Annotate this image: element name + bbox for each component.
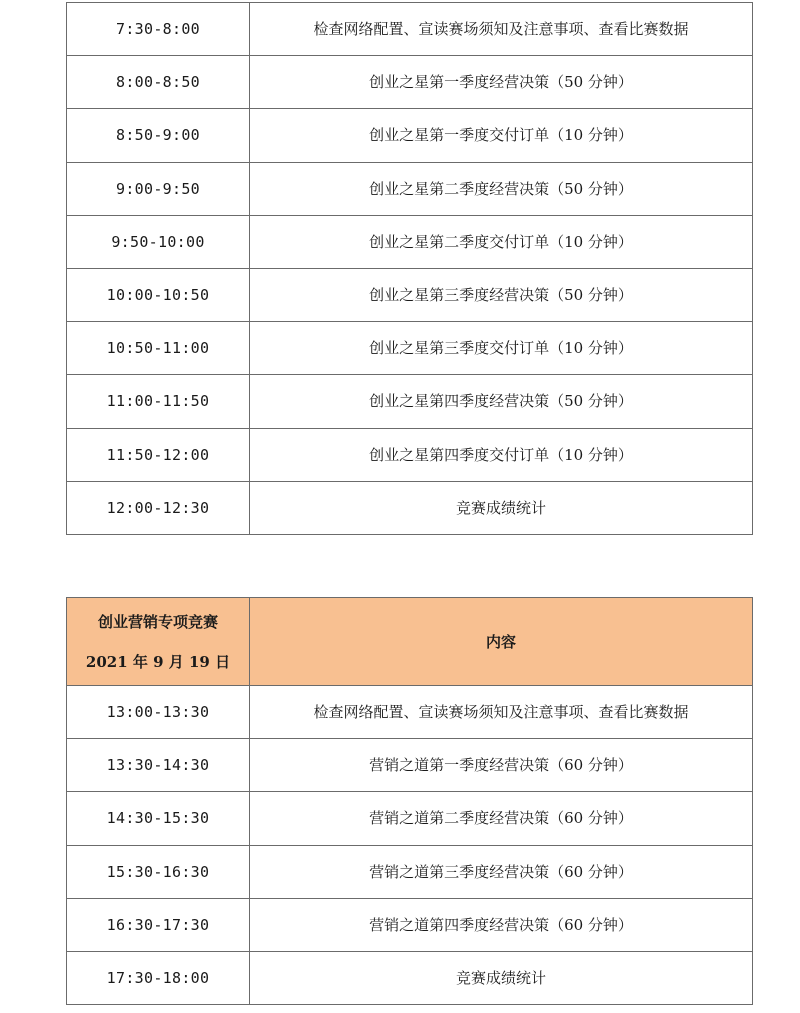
time-cell: 13:00-13:30 bbox=[67, 686, 250, 739]
header-competition-cell bbox=[67, 598, 250, 686]
content-cell: 创业之星第一季度经营决策（50 分钟） bbox=[250, 56, 753, 109]
content-cell: 检查网络配置、宣读赛场须知及注意事项、查看比赛数据 bbox=[250, 686, 753, 739]
content-cell: 营销之道第二季度经营决策（60 分钟） bbox=[250, 792, 753, 845]
time-cell: 8:50-9:00 bbox=[67, 109, 250, 162]
time-cell: 14:30-15:30 bbox=[67, 792, 250, 845]
table-row bbox=[67, 792, 753, 845]
time-cell: 12:00-12:30 bbox=[67, 481, 250, 534]
table-row bbox=[67, 845, 753, 898]
content-cell: 创业之星第一季度交付订单（10 分钟） bbox=[250, 109, 753, 162]
time-cell: 11:00-11:50 bbox=[67, 375, 250, 428]
table-header-row bbox=[67, 598, 753, 686]
content-cell: 营销之道第四季度经营决策（60 分钟） bbox=[250, 898, 753, 951]
competition-title: 创业营销专项竞赛 bbox=[97, 612, 218, 631]
time-cell: 9:50-10:00 bbox=[67, 215, 250, 268]
content-cell: 竞赛成绩统计 bbox=[250, 481, 753, 534]
table-row bbox=[67, 268, 753, 321]
table-row bbox=[67, 951, 753, 1004]
table-row bbox=[67, 686, 753, 739]
content-cell: 检查网络配置、宣读赛场须知及注意事项、查看比赛数据 bbox=[250, 3, 753, 56]
content-cell: 创业之星第四季度经营决策（50 分钟） bbox=[250, 375, 753, 428]
table-row bbox=[67, 739, 753, 792]
table-row bbox=[67, 56, 753, 109]
content-cell: 竞赛成绩统计 bbox=[250, 951, 753, 1004]
table-row bbox=[67, 428, 753, 481]
table-row bbox=[67, 322, 753, 375]
content-cell: 创业之星第三季度交付订单（10 分钟） bbox=[250, 322, 753, 375]
table-row bbox=[67, 481, 753, 534]
content-cell: 创业之星第三季度经营决策（50 分钟） bbox=[250, 268, 753, 321]
table-row bbox=[67, 109, 753, 162]
content-cell: 营销之道第一季度经营决策（60 分钟） bbox=[250, 739, 753, 792]
schedule-table-afternoon bbox=[66, 597, 753, 1005]
time-cell: 13:30-14:30 bbox=[67, 739, 250, 792]
table-row bbox=[67, 215, 753, 268]
content-cell: 营销之道第三季度经营决策（60 分钟） bbox=[250, 845, 753, 898]
table-row bbox=[67, 162, 753, 215]
content-cell: 创业之星第四季度交付订单（10 分钟） bbox=[250, 428, 753, 481]
time-cell: 16:30-17:30 bbox=[67, 898, 250, 951]
time-cell: 10:00-10:50 bbox=[67, 268, 250, 321]
time-cell: 8:00-8:50 bbox=[67, 56, 250, 109]
time-cell: 17:30-18:00 bbox=[67, 951, 250, 1004]
time-cell: 15:30-16:30 bbox=[67, 845, 250, 898]
content-cell: 创业之星第二季度交付订单（10 分钟） bbox=[250, 215, 753, 268]
schedule-table-morning bbox=[66, 2, 753, 535]
content-cell: 创业之星第二季度经营决策（50 分钟） bbox=[250, 162, 753, 215]
competition-date: 2021 年 9 月 19 日 bbox=[85, 652, 231, 671]
table-row bbox=[67, 375, 753, 428]
header-content-cell: 内容 bbox=[250, 598, 753, 686]
time-cell: 7:30-8:00 bbox=[67, 3, 250, 56]
table-row bbox=[67, 3, 753, 56]
time-cell: 10:50-11:00 bbox=[67, 322, 250, 375]
time-cell: 9:00-9:50 bbox=[67, 162, 250, 215]
table-row bbox=[67, 898, 753, 951]
time-cell: 11:50-12:00 bbox=[67, 428, 250, 481]
